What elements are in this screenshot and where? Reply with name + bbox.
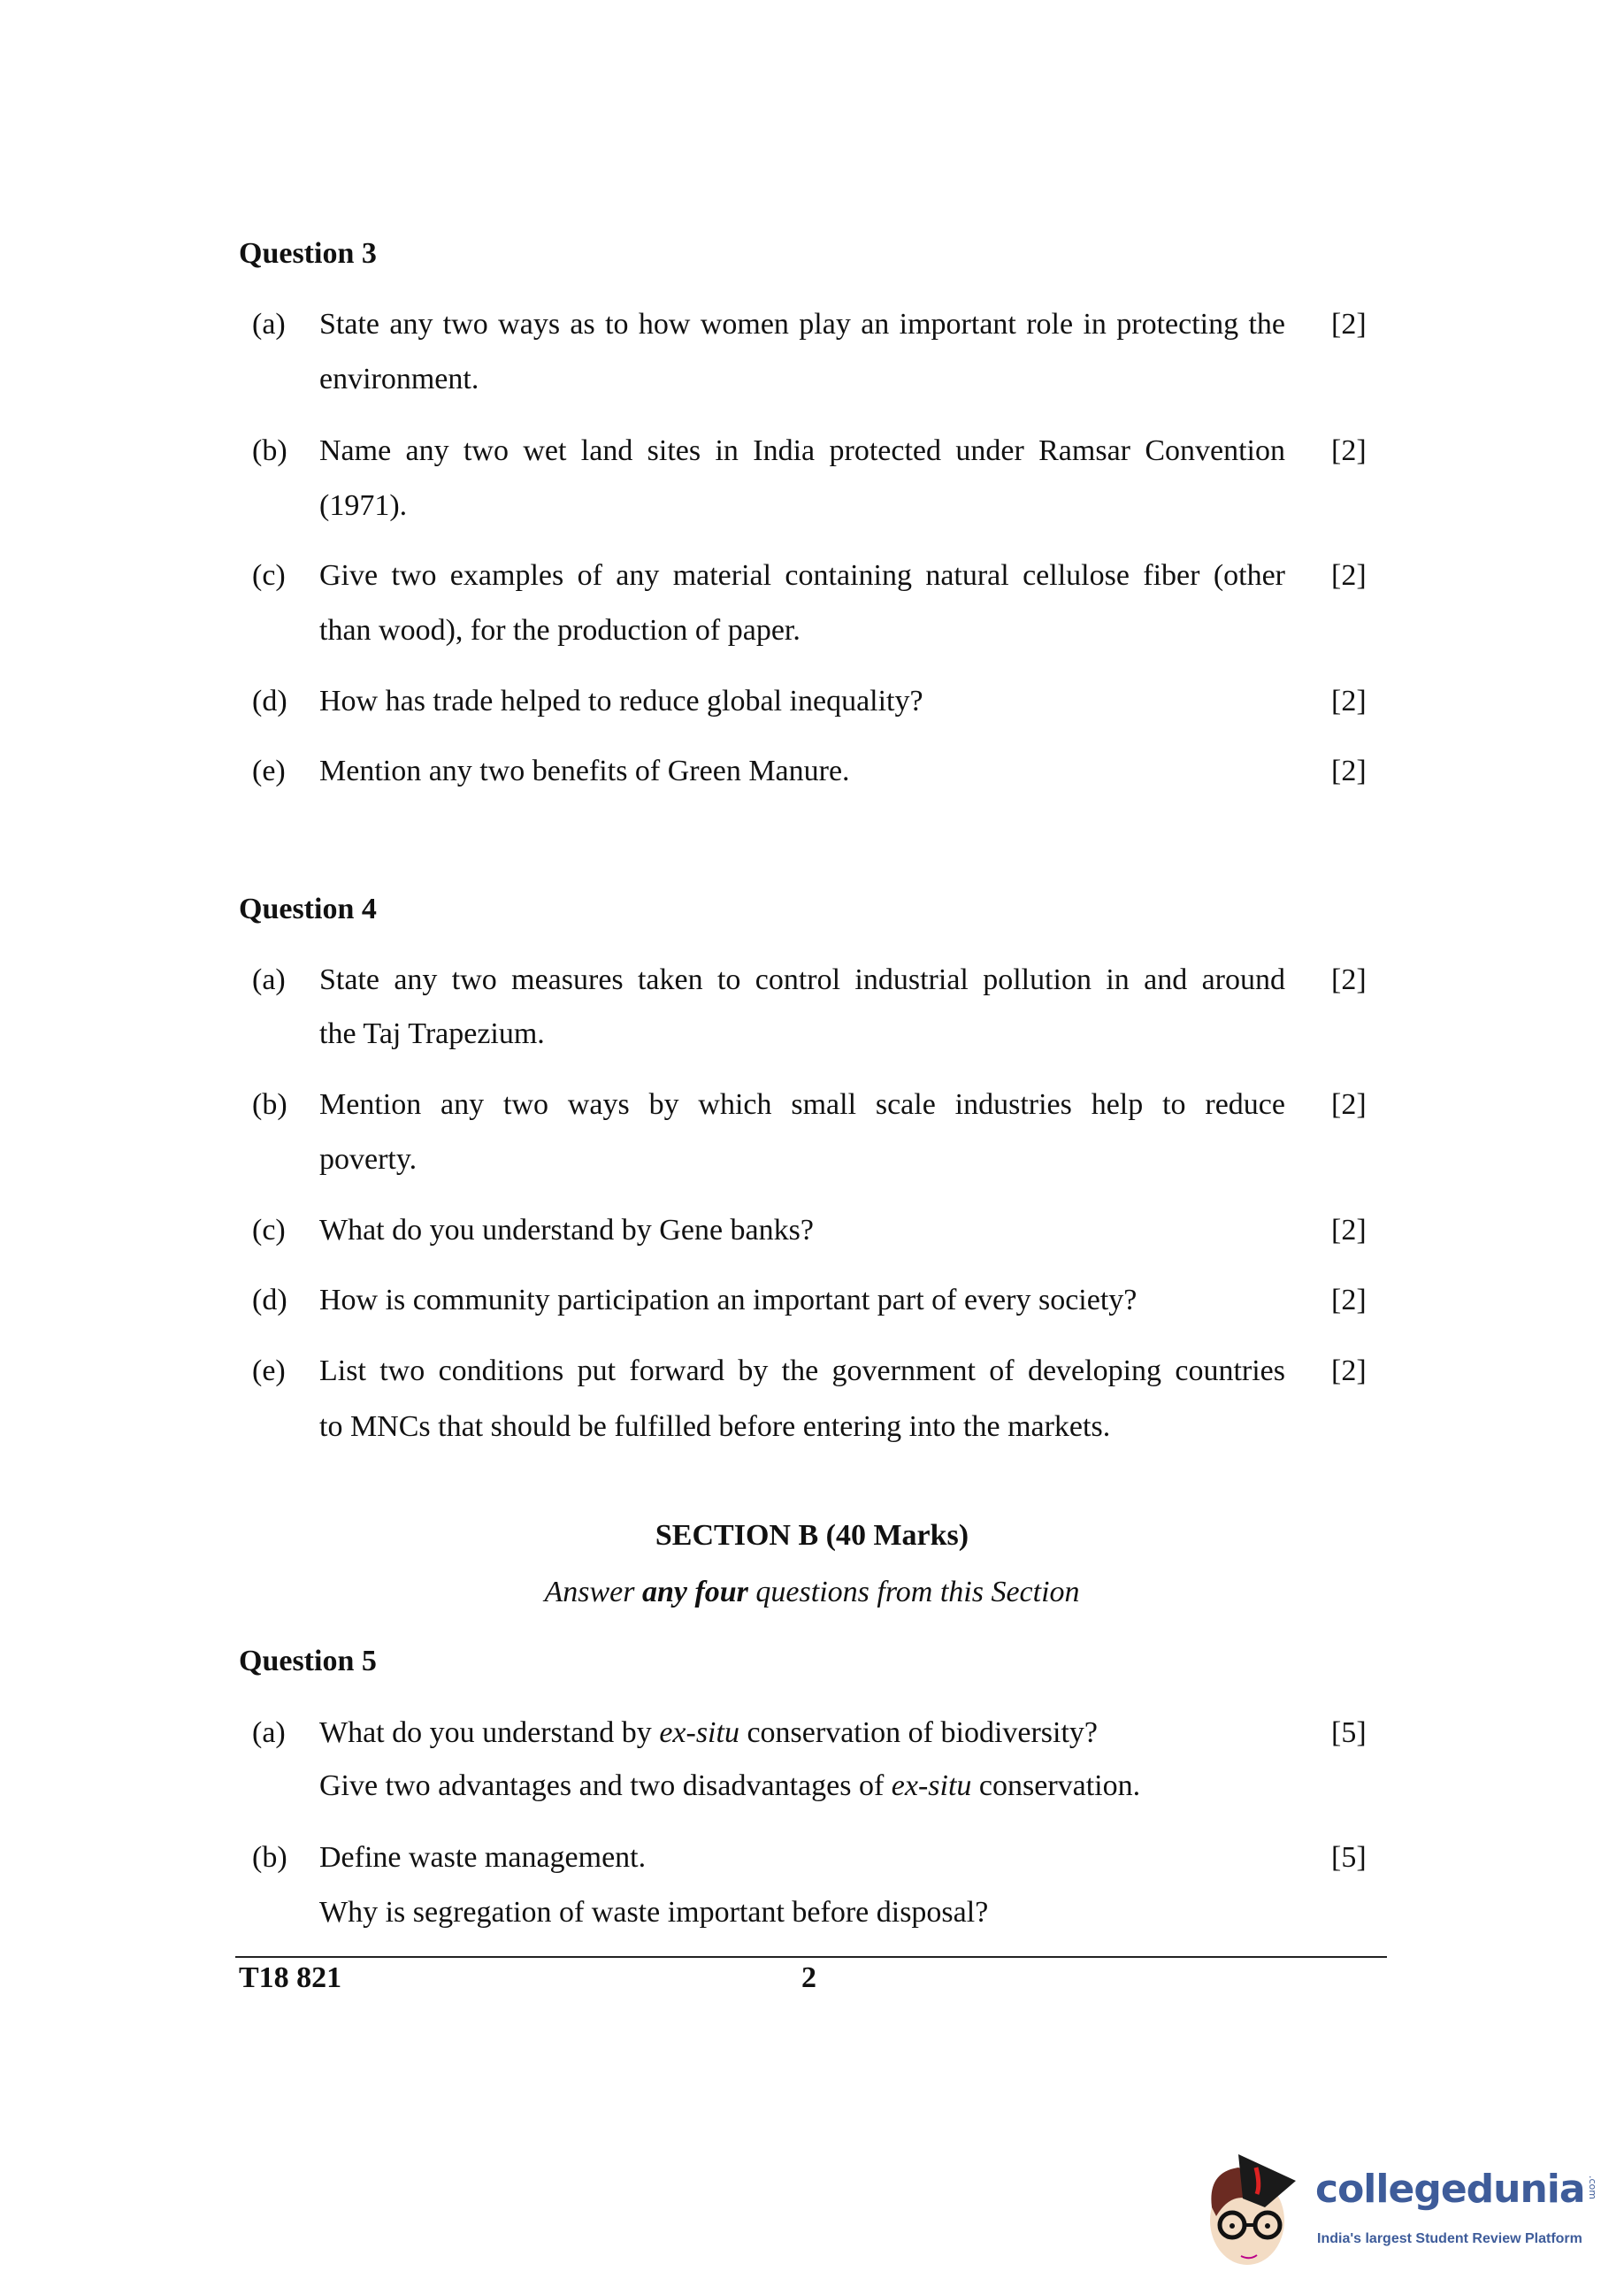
instruction-text: Answer [544,1576,642,1608]
line-content [319,614,801,647]
item-label: (c) [252,559,286,592]
item-text-line [319,1132,1285,1187]
item-text-line [319,352,1285,407]
line-content [319,1716,1098,1749]
item-label: (b) [252,434,287,467]
item-text-line [319,424,1285,479]
text-segment: than wood), for the production of paper. [319,614,801,647]
item-marks: [2] [1331,1088,1367,1121]
line-content [319,1214,814,1247]
line-content [319,685,923,717]
line-content [319,1143,417,1176]
item-marks: [2] [1331,963,1367,996]
item-text-line [319,1344,1285,1399]
item-marks: [2] [1331,559,1367,592]
question-heading: Question 5 [239,1645,377,1677]
item-marks: [5] [1331,1716,1367,1749]
item-text-line [319,1078,1285,1132]
text-segment: What do you understand by Gene banks? [319,1214,814,1247]
text-segment: Define waste management. [319,1841,647,1874]
line-content [319,559,1285,592]
line-content [319,1354,1285,1387]
line-content [319,363,479,395]
text-segment: How has trade helped to reduce global inequality? [319,685,923,717]
item-text-line [319,1759,1285,1814]
text-segment: conservation. [971,1769,1141,1802]
text-segment: Give two advantages and two disadvantages of [319,1769,892,1802]
item-text-line [319,1400,1285,1454]
section-title: SECTION B (40 Marks) [655,1519,969,1552]
item-label: (a) [252,308,286,341]
text-segment: What do you understand by [319,1716,660,1749]
text-segment: to MNCs that should be fulfilled before entering into the markets. [319,1410,1111,1443]
text-segment: Why is segregation of waste important before disposal? [319,1896,989,1929]
item-label: (e) [252,755,286,787]
item-label: (c) [252,1214,286,1247]
item-label: (e) [252,1354,286,1387]
line-content [319,1088,1285,1121]
item-text-line [319,1706,1285,1761]
item-label: (a) [252,1716,286,1749]
text-segment: Mention any two benefits of Green Manure. [319,755,850,787]
item-text-line [319,744,1285,799]
italic-term: ex-situ [891,1769,972,1802]
item-label: (b) [252,1841,287,1874]
line-content [319,1284,1137,1316]
text-segment: (1971). [319,489,408,522]
text-segment: List two conditions put forward by the government of developing countries [319,1354,1285,1387]
line-content [319,1896,988,1929]
item-text-line [319,603,1285,658]
line-content [319,1841,646,1874]
question-heading: Question 3 [239,237,377,270]
item-marks: [2] [1331,755,1367,787]
item-text-line [319,1203,1285,1258]
text-segment: Name any two wet land sites in India protected under Ramsar Convention [319,434,1285,467]
item-label: (b) [252,1088,287,1121]
item-text-line [319,1273,1285,1328]
item-text-line [319,549,1285,603]
collegedunia-logo [1199,2145,1619,2269]
item-text-line [319,953,1285,1008]
text-segment: State any two measures taken to control industrial pollution in and around [319,963,1285,996]
mascot-icon [1199,2145,1314,2269]
item-text-line [319,674,1285,729]
text-segment: How is community participation an important part of every society? [319,1284,1138,1316]
item-text-line [319,1830,1285,1885]
text-segment: Mention any two ways by which small scale industries help to reduce [319,1088,1285,1121]
item-marks: [2] [1331,434,1367,467]
logo-tagline: India's largest Student Review Platform [1317,2231,1582,2246]
text-segment: State any two ways as to how women play an important role in protecting the [319,308,1285,341]
text-segment: the Taj Trapezium. [319,1017,545,1050]
text-segment: environment. [319,363,479,395]
logo-wordmark: collegedunia [1315,2167,1585,2212]
item-marks: [2] [1331,1284,1367,1316]
line-content [319,434,1285,467]
section-instruction [0,1565,1624,1620]
text-segment: conservation of biodiversity? [739,1716,1099,1749]
item-label: (d) [252,1284,287,1316]
item-text-line [319,1007,1285,1062]
line-content [319,489,407,522]
item-marks: [2] [1331,685,1367,717]
page-number: 2 [801,1961,816,1994]
italic-term: ex-situ [659,1716,739,1749]
line-content [319,1017,545,1050]
line-content [319,308,1285,341]
line-content [319,963,1285,996]
text-segment: Give two examples of any material containing natural cellulose fiber (other [319,559,1285,592]
item-text-line [319,297,1285,352]
item-marks: [2] [1331,1214,1367,1247]
instruction-emphasis: any four [641,1576,748,1608]
question-heading: Question 4 [239,893,377,925]
item-marks: [5] [1331,1841,1367,1874]
line-content [319,1769,1140,1802]
item-label: (d) [252,685,287,717]
item-marks: [2] [1331,308,1367,341]
item-text-line [319,1885,1285,1940]
paper-code: T18 821 [239,1961,342,1994]
instruction-text: questions from this Section [747,1576,1080,1608]
line-content [319,1410,1110,1443]
item-label: (a) [252,963,286,996]
logo-suffix: .com [1586,2175,1598,2199]
item-marks: [2] [1331,1354,1367,1387]
item-text-line [319,479,1285,533]
line-content [319,755,850,787]
text-segment: poverty. [319,1143,417,1176]
